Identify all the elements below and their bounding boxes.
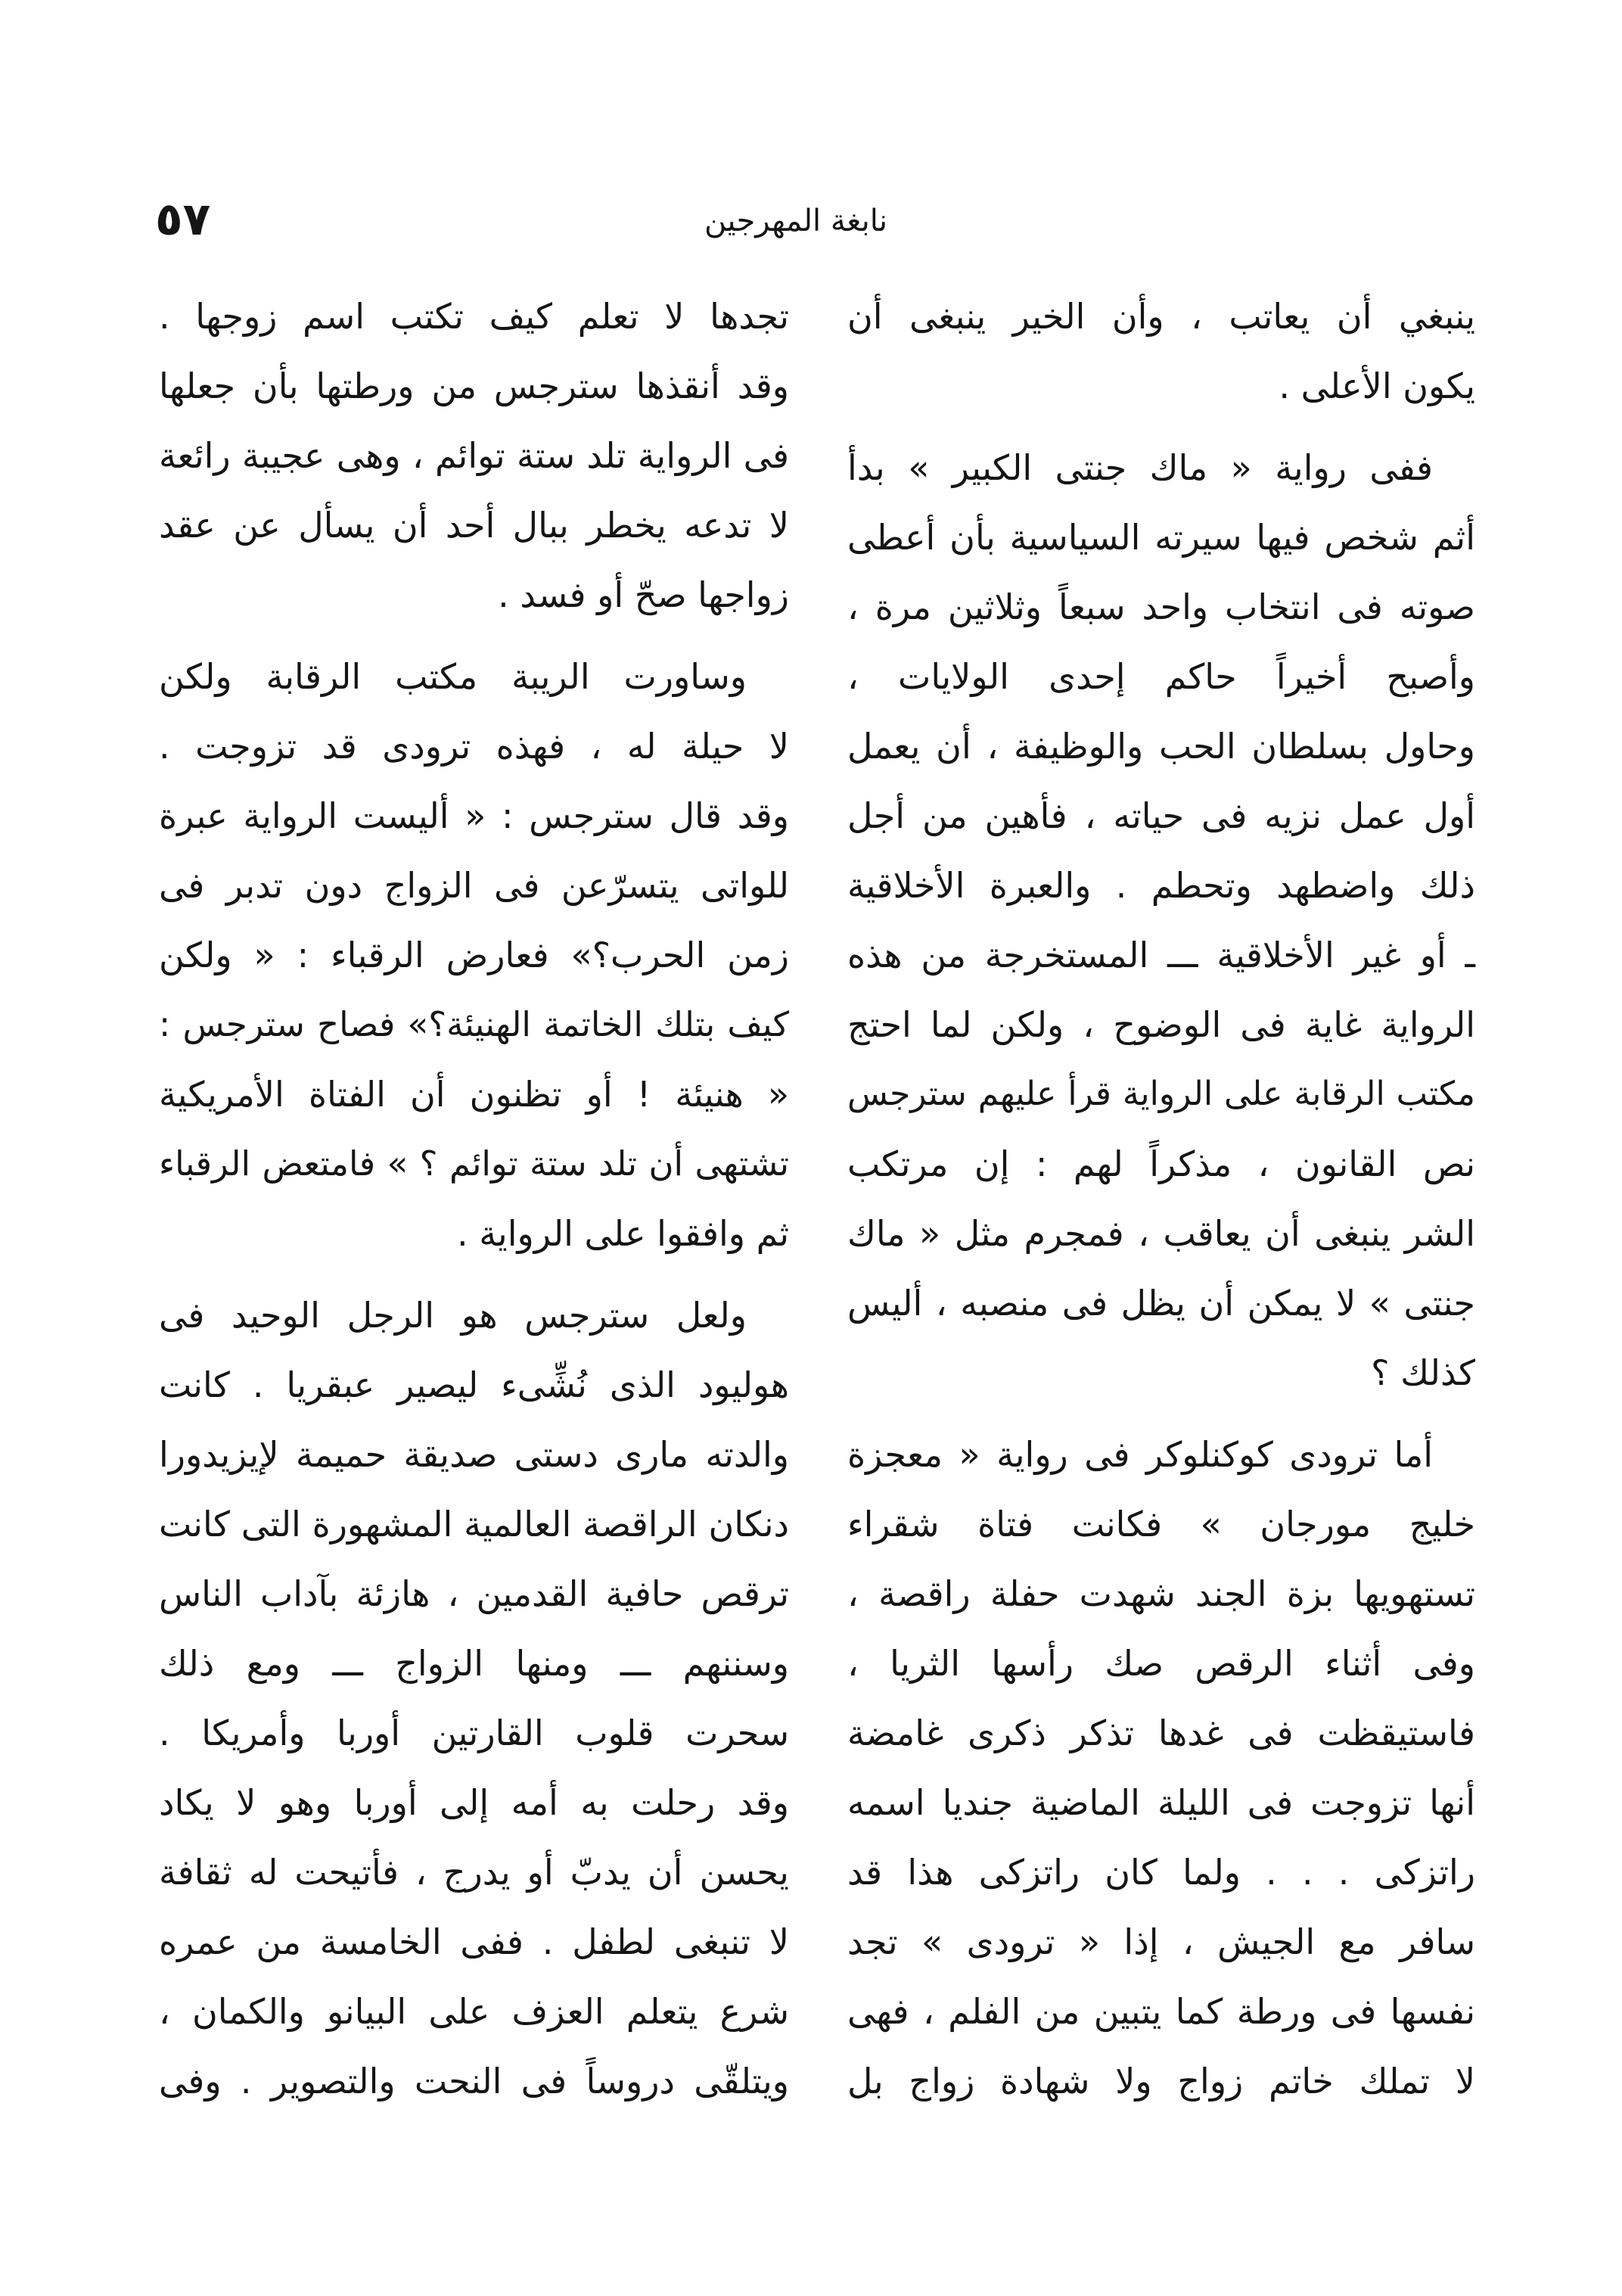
text-line: وقد قال سترجس : « أليست الرواية عبرة xyxy=(159,795,789,836)
text-line: وساورت الريبة مكتب الرقابة ولكن xyxy=(159,656,747,697)
text-line: راتزكى . . . ولما كان راتزكى هذا قد xyxy=(847,1852,1475,1893)
text-line: للواتى يتسرّعن فى الزواج دون تدبر فى xyxy=(159,865,789,906)
text-line: ثم وافقوا على الرواية . xyxy=(457,1213,789,1254)
text-line: كذلك ؟ xyxy=(1371,1352,1475,1393)
text-line: ترقص حافية القدمين ، هازئة بآداب الناس xyxy=(159,1573,789,1614)
text-line: فى الرواية تلد ستة توائم ، وهى عجيبة رائعة xyxy=(159,435,789,476)
paragraph xyxy=(159,282,789,630)
text-line: ويتلقّى دروساً فى النحت والتصوير . وفى xyxy=(159,2061,789,2102)
text-line: وفى أثناء الرقص صك رأسها الثريا ، xyxy=(847,1643,1475,1684)
text-line: لا حيلة له ، فهذه ترودى قد تزوجت . xyxy=(159,726,789,767)
text-line: لا تدعه يخطر ببال أحد أن يسأل عن عقد xyxy=(159,505,789,546)
text-line: جنتى » لا يمكن أن يظل فى منصبه ، أليس xyxy=(847,1283,1475,1324)
text-line: ولعل سترجس هو الرجل الوحيد فى xyxy=(159,1295,747,1336)
text-line: وسننهم ـــ ومنها الزواج ـــ ومع ذلك xyxy=(159,1643,789,1684)
paragraph xyxy=(847,433,1475,1408)
text-line: صوته فى انتخاب واحد سبعاً وثلاثين مرة ، xyxy=(847,586,1475,627)
text-line: دنكان الراقصة العالمية المشهورة التى كانت xyxy=(159,1504,789,1545)
paragraph xyxy=(847,1420,1475,2116)
text-line: نفسها فى ورطة كما يتبين من الفلم ، فهى xyxy=(847,1991,1475,2032)
text-line: فاستيقظت فى غدها تذكر ذكرى غامضة xyxy=(847,1713,1475,1753)
text-line: لا تملك خاتم زواج ولا شهادة زواج بل xyxy=(847,2061,1475,2102)
text-line: أما ترودى كوكنلوكر فى رواية « معجزة xyxy=(847,1434,1433,1475)
text-line: وأصبح أخيراً حاكم إحدى الولايات ، xyxy=(847,656,1475,697)
text-line: سحرت قلوب القارتين أوربا وأمريكا . xyxy=(159,1713,789,1753)
text-line: هوليود الذى نُشِّىء ليصير عبقريا . كانت xyxy=(159,1364,789,1405)
text-line: لا تنبغى لطفل . ففى الخامسة من عمره xyxy=(159,1921,789,1962)
text-line: أنها تزوجت فى الليلة الماضية جنديا اسمه xyxy=(847,1782,1475,1823)
text-line: مكتب الرقابة على الرواية قرأ عليهم سترجس xyxy=(847,1075,1475,1113)
text-line: تستهويها بزة الجند شهدت حفلة راقصة ، xyxy=(847,1573,1475,1614)
text-line: ـ أو غير الأخلاقية ـــ المستخرجة من هذه xyxy=(847,935,1475,975)
text-line: ففى رواية « ماك جنتى الكبير » بدأ xyxy=(847,447,1433,488)
paragraph xyxy=(847,282,1475,421)
text-line: ينبغي أن يعاتب ، وأن الخير ينبغى أن xyxy=(847,296,1475,337)
text-line: زواجها صحّ أو فسد . xyxy=(498,574,789,615)
text-line: شرع يتعلم العزف على البيانو والكمان ، xyxy=(159,1991,789,2032)
right-column xyxy=(847,282,1475,2116)
text-line: ذلك واضطهد وتحطم . والعبرة الأخلاقية xyxy=(847,865,1475,906)
text-line: وقد رحلت به أمه إلى أوربا وهو لا يكاد xyxy=(159,1782,789,1823)
text-line: زمن الحرب؟» فعارض الرقباء : « ولكن xyxy=(159,935,789,975)
text-line: تشتهى أن تلد ستة توائم ؟ » فامتعض الرقباء xyxy=(159,1143,789,1184)
page-number: ٥٧ xyxy=(155,193,211,246)
text-line: أثم شخص فيها سيرته السياسية بأن أعطى xyxy=(847,517,1475,558)
paragraph xyxy=(159,642,789,1268)
text-line: « هنيئة ! أو تظنون أن الفتاة الأمريكية xyxy=(159,1074,789,1115)
text-line: الشر ينبغى أن يعاقب ، فمجرم مثل « ماك xyxy=(847,1213,1475,1254)
text-line: يكون الأعلى . xyxy=(1279,366,1475,406)
text-line: سافر مع الجيش ، إذا « ترودى » تجد xyxy=(847,1921,1475,1962)
left-column xyxy=(159,282,789,2116)
text-line: وحاول بسلطان الحب والوظيفة ، أن يعمل xyxy=(847,726,1475,767)
running-title: نابغة المهرجين xyxy=(704,204,888,238)
text-line: كيف بتلك الخاتمة الهنيئة؟» فصاح سترجس : xyxy=(159,1004,789,1044)
text-line: خليج مورجان » فكانت فتاة شقراء xyxy=(847,1504,1475,1545)
text-line: نص القانون ، مذكراً لهم : إن مرتكب xyxy=(847,1143,1475,1184)
text-line: تجدها لا تعلم كيف تكتب اسم زوجها . xyxy=(159,296,789,337)
text-line: يحسن أن يدبّ أو يدرج ، فأتيحت له ثقافة xyxy=(159,1852,789,1893)
paragraph xyxy=(159,1280,789,2116)
text-line: أول عمل نزيه فى حياته ، فأهين من أجل xyxy=(847,795,1475,836)
text-line: وقد أنقذها سترجس من ورطتها بأن جعلها xyxy=(159,366,789,406)
text-line: الرواية غاية فى الوضوح ، ولكن لما احتج xyxy=(847,1004,1475,1045)
text-line: والدته مارى دستى صديقة حميمة لإيزيدورا xyxy=(159,1434,789,1475)
